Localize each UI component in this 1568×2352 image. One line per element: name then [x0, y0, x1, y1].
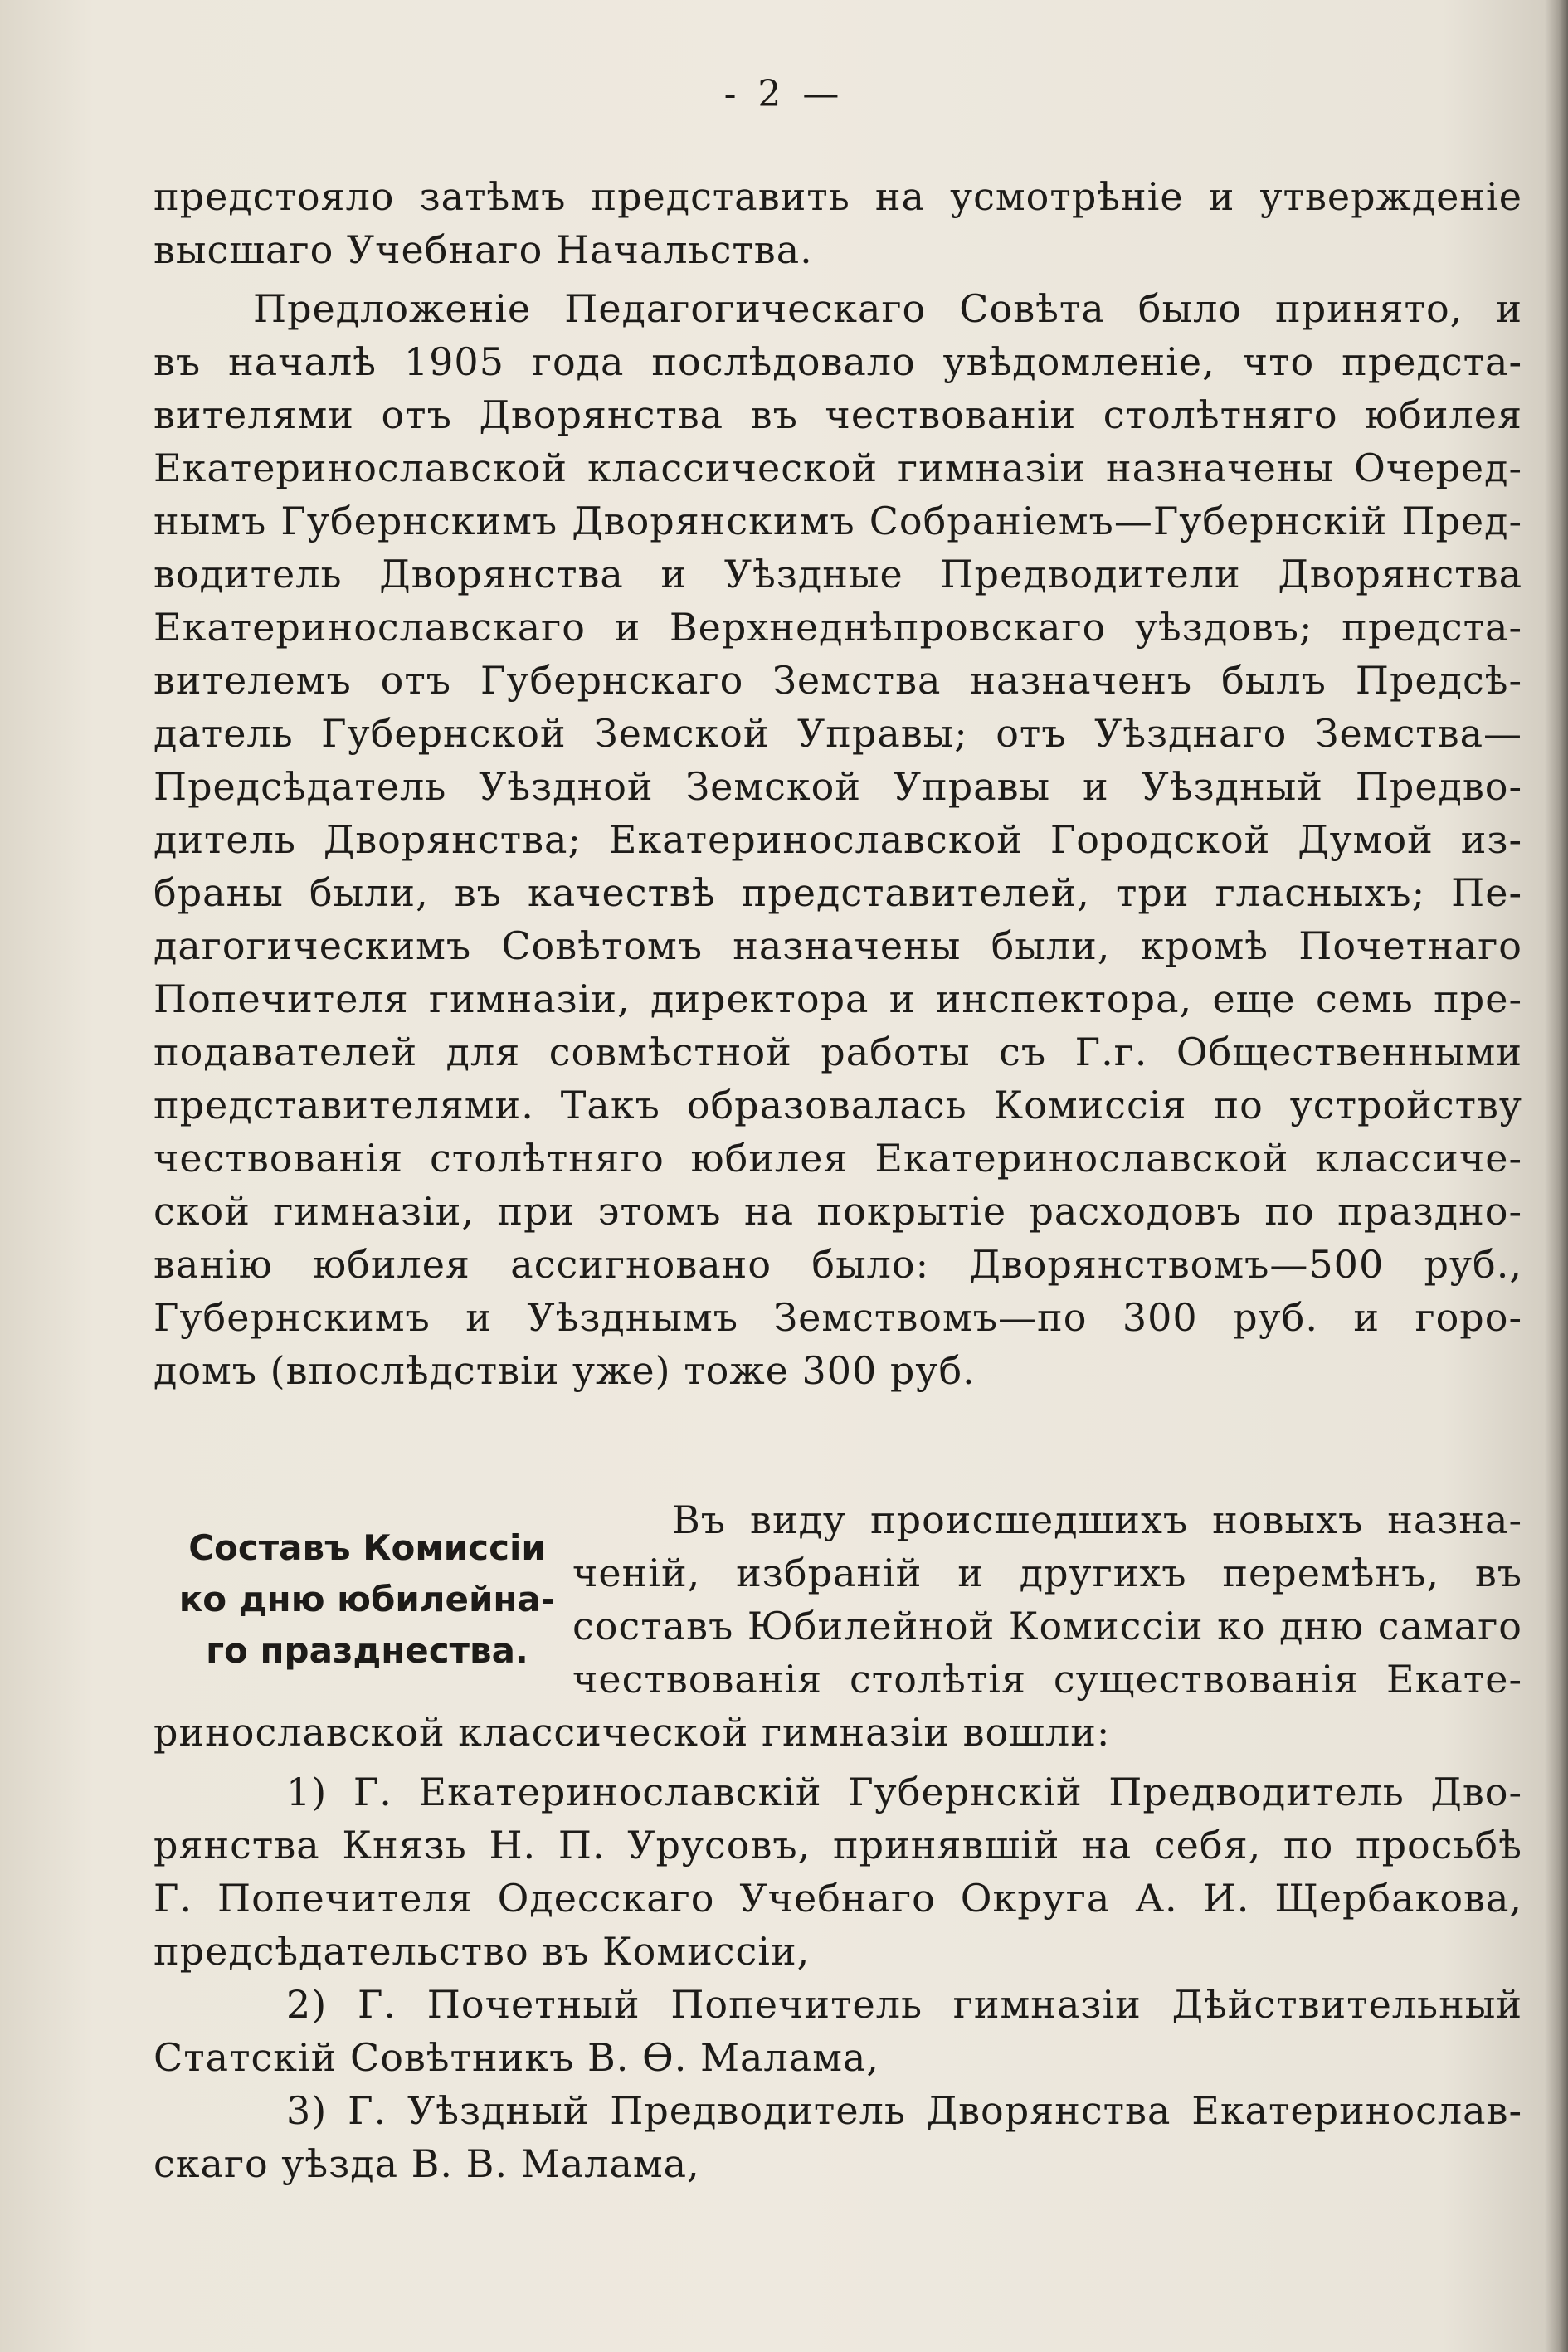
- list-item: 1) Г. Екатеринославскій Губернскій Предводитель Дво-: [286, 1770, 1522, 1814]
- text-line: датель Губернской Земской Управы; отъ Уѣзднаго Земства—: [153, 711, 1522, 756]
- list-item-line: Статскій Совѣтникъ В. Ѳ. Малама,: [153, 2035, 879, 2080]
- text-line: Предсѣдатель Уѣздной Земской Управы и Уѣздный Предво-: [153, 764, 1522, 809]
- list-item: 3) Г. Уѣздный Предводитель Дворянства Екатеринослав-: [286, 2088, 1522, 2133]
- text-line: Губернскимъ и Уѣзднымъ Земствомъ—по 300 руб. и горо-: [153, 1295, 1522, 1340]
- text-line: дитель Дворянства; Екатеринославской Городской Думой из-: [153, 817, 1522, 862]
- text-line: дагогическимъ Совѣтомъ назначены были, кромѣ Почетнаго: [153, 923, 1522, 968]
- text-line: домъ (впослѣдствіи уже) тоже 300 руб.: [153, 1348, 976, 1393]
- list-item-line: скаго уѣзда В. В. Малама,: [153, 2141, 700, 2186]
- list-item-line: Г. Попечителя Одесскаго Учебнаго Округа А. И. Щербакова,: [153, 1876, 1522, 1921]
- text-line: вителемъ отъ Губернскаго Земства назначенъ былъ Предсѣ-: [153, 658, 1522, 703]
- text-line: ринославской классической гимназіи вошли:: [153, 1710, 1111, 1755]
- text-line: чествованія столѣтняго юбилея Екатеринославской классиче-: [153, 1136, 1522, 1181]
- sidenote-heading: [178, 1522, 556, 1677]
- list-item: 2) Г. Почетный Попечитель гимназіи Дѣйствительный: [286, 1982, 1522, 2027]
- paragraph-3-continuation: [153, 1706, 1522, 1759]
- text-line: водитель Дворянства и Уѣздные Предводители Дворянства: [153, 552, 1522, 597]
- page-shadow-edge: [1545, 0, 1568, 2352]
- text-line: браны были, въ качествѣ представителей, три гласныхъ; Пе-: [153, 870, 1522, 915]
- text-line: высшаго Учебнаго Начальства.: [153, 227, 813, 272]
- text-line: нымъ Губернскимъ Дворянскимъ Собраніемъ—Губернскій Пред-: [153, 499, 1522, 543]
- text-line: представителями. Такъ образовалась Комиссія по устройству: [153, 1083, 1522, 1127]
- list-item-line: рянства Князь Н. П. Урусовъ, принявшій на себя, по просьбѣ: [153, 1823, 1522, 1867]
- text-line: чествованія столѣтія существованія Екате-: [572, 1657, 1522, 1702]
- paragraph-3-narrow: [572, 1493, 1522, 1706]
- committee-list: [153, 1765, 1522, 2190]
- text-line: составъ Юбилейной Комиссіи ко дню самаго: [572, 1604, 1522, 1648]
- text-line: Предложеніе Педагогическаго Совѣта было принято, и: [253, 286, 1522, 331]
- text-line: Въ виду происшедшихъ новыхъ назна-: [672, 1497, 1522, 1542]
- text-line: ченій, избраній и другихъ перемѣнъ, въ: [572, 1551, 1522, 1595]
- paragraph-2: [153, 282, 1522, 1397]
- text-line: Екатеринославскаго и Верхнеднѣпровскаго уѣздовъ; предста-: [153, 605, 1522, 650]
- text-line: въ началѣ 1905 года послѣдовало увѣдомленіе, что предста-: [153, 339, 1522, 384]
- text-line: подавателей для совмѣстной работы съ Г.г. Общественными: [153, 1030, 1522, 1074]
- text-line: ванію юбилея ассигновано было: Дворянствомъ—500 руб.,: [153, 1242, 1522, 1287]
- page-number: - 2 —: [723, 73, 845, 115]
- text-line: Попечителя гимназіи, директора и инспектора, еще семь пре-: [153, 976, 1522, 1021]
- text-line: ской гимназіи, при этомъ на покрытіе расходовъ по праздно-: [153, 1189, 1522, 1234]
- text-line: вителями отъ Дворянства въ чествованіи столѣтняго юбилея: [153, 392, 1522, 437]
- text-line: предстояло затѣмъ представить на усмотрѣніе и утвержденіе: [153, 174, 1522, 219]
- text-line: Екатеринославской классической гимназіи назначены Очеред-: [153, 446, 1522, 490]
- sidenote-line: ко дню юбилейна-: [178, 1579, 556, 1619]
- paragraph-1: [153, 170, 1522, 276]
- sidenote-line: Составъ Комиссіи: [188, 1527, 546, 1568]
- list-item-line: предсѣдательство въ Комиссіи,: [153, 1929, 811, 1974]
- sidenote-line: го празднества.: [206, 1630, 528, 1671]
